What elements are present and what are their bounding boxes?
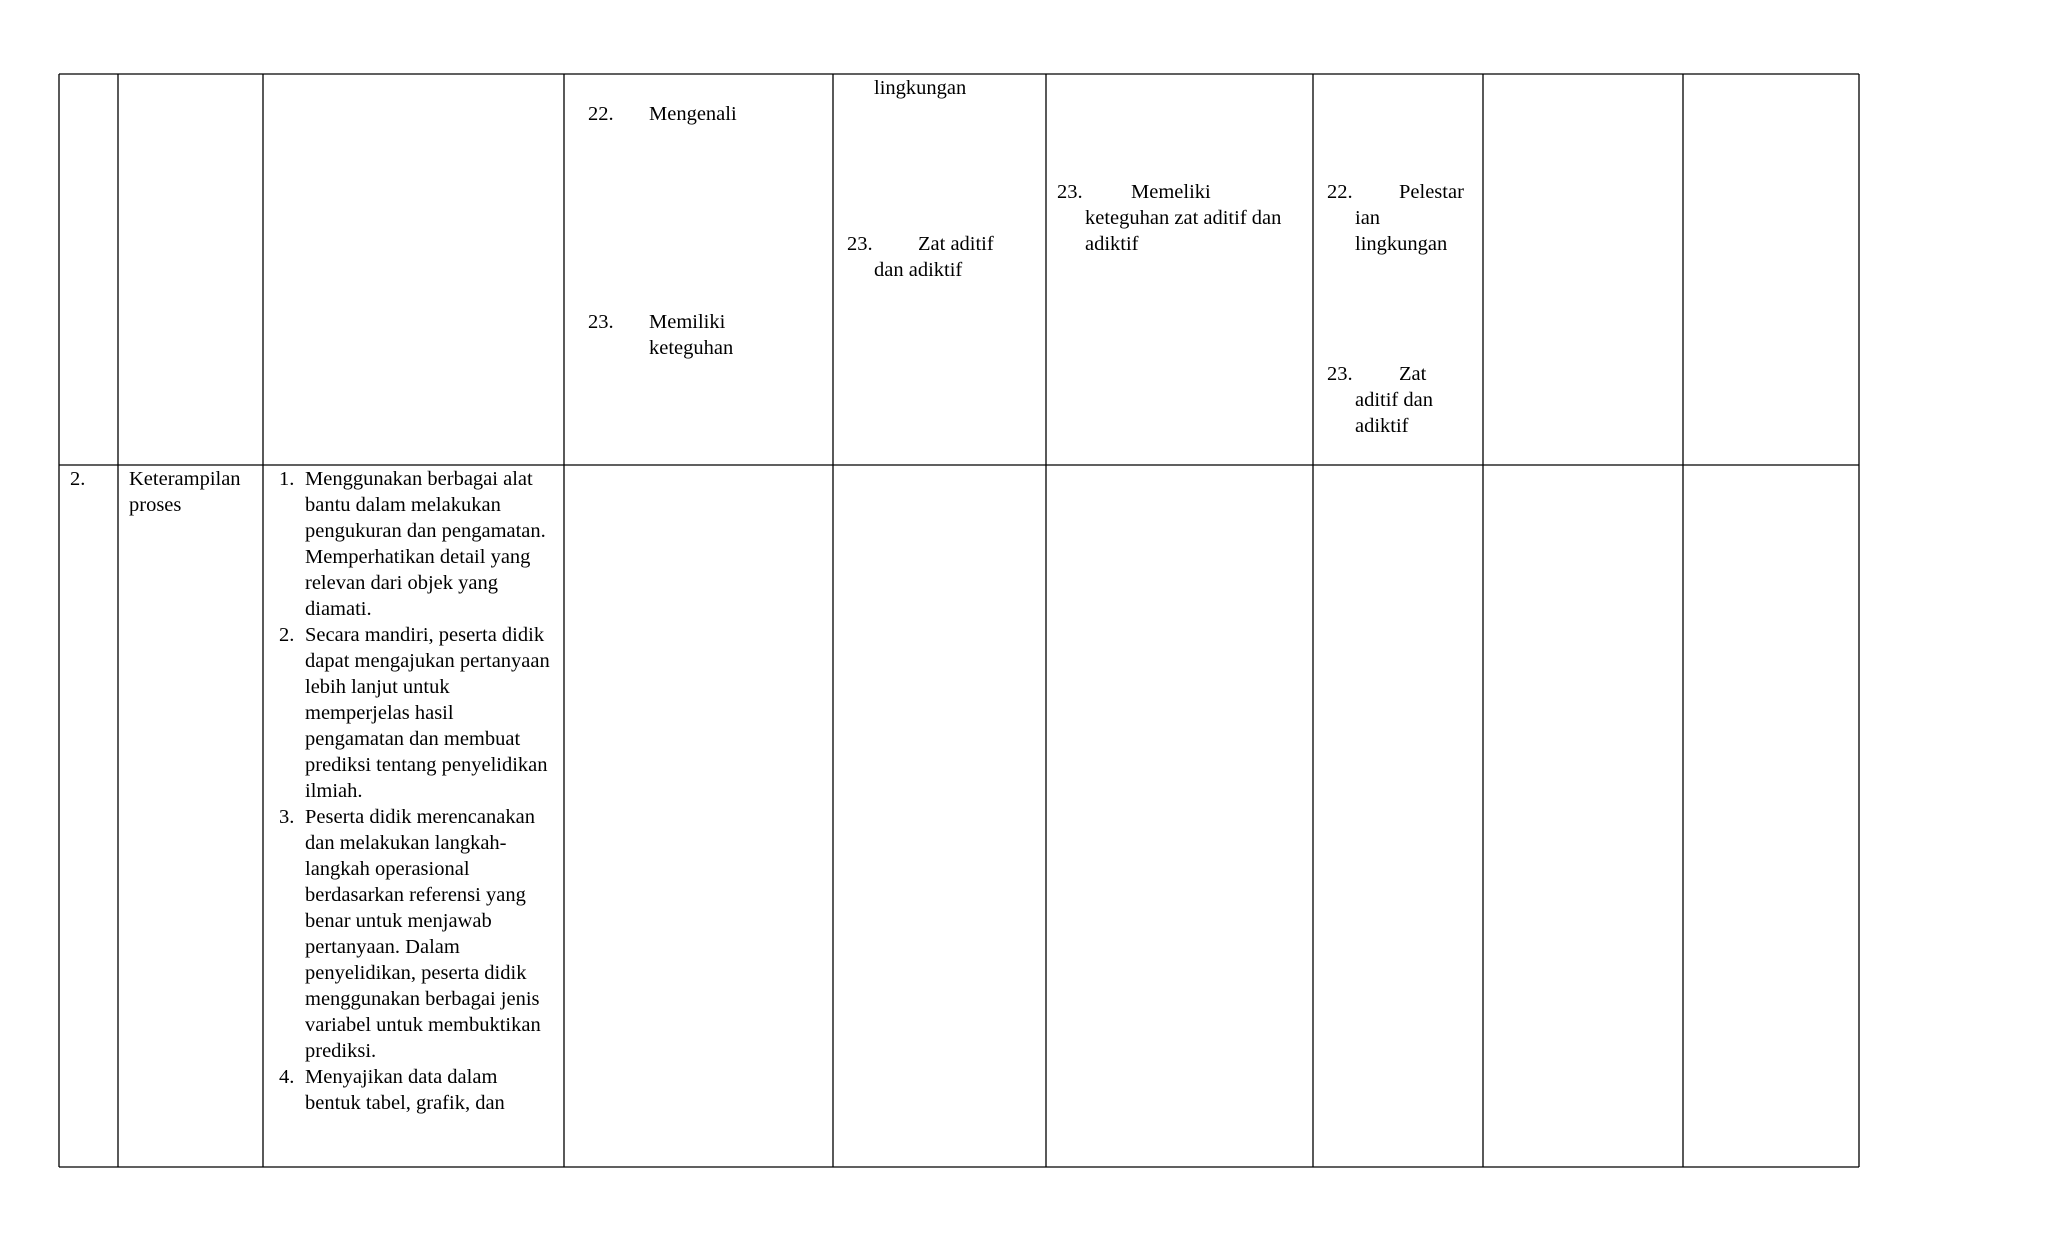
list-item [279,466,555,622]
item-text: adiktif [1355,415,1409,437]
list-text: Menggunakan berbagai alat bantu dalam melakukan pengukuran dan pengamatan. Memperhatikan detail yang relevan dari objek yang diamati. [305,468,546,620]
list-item [279,622,555,804]
item-text: Memiliki [649,311,726,333]
item-text: Zat aditif [918,233,994,255]
item-text: keteguhan [649,337,734,359]
aspect-label: proses [129,494,182,516]
list-number: 2. [279,624,295,646]
item-text: Pelestar [1399,181,1464,203]
list-text: Secara mandiri, peserta didik dapat mengajukan pertanyaan lebih lanjut untuk memperjelas hasil pengamatan dan membuat prediksi tentang penyelidikan ilmiah. [305,624,550,802]
list-text: Peserta didik merencanakan dan melakukan langkah-langkah operasional berdasarkan referensi yang benar untuk menjawab pertanyaan. Dalam penyelidikan, peserta didik menggunakan berbagai jenis variabel untuk membuktikan prediksi. [305,806,541,1062]
item-text: keteguhan zat aditif dan [1085,207,1282,229]
item-number: 22. [1327,181,1353,203]
item-text: ian [1355,207,1381,229]
item-text: Memeliki [1131,181,1211,203]
list-item [279,1064,555,1116]
item-text: Zat [1399,363,1427,385]
cell-text: lingkungan [874,77,967,99]
item-number: 22. [588,103,614,125]
aspect-label: Keterampilan [129,468,241,490]
item-number: 23. [847,233,873,255]
row-number: 2. [70,468,86,490]
list-text: Menyajikan data dalam bentuk tabel, grafik, dan [305,1066,505,1114]
item-text: dan adiktif [874,259,963,281]
list-item [279,804,555,1064]
list-number: 4. [279,1066,295,1088]
item-text: lingkungan [1355,233,1448,255]
list-number: 3. [279,806,295,828]
list-number: 1. [279,468,295,490]
indicator-list [279,466,555,1116]
item-number: 23. [1327,363,1353,385]
item-number: 23. [588,311,614,333]
item-number: 23. [1057,181,1083,203]
item-text: adiktif [1085,233,1139,255]
item-text: aditif dan [1355,389,1433,411]
item-text: Mengenali [649,103,737,125]
